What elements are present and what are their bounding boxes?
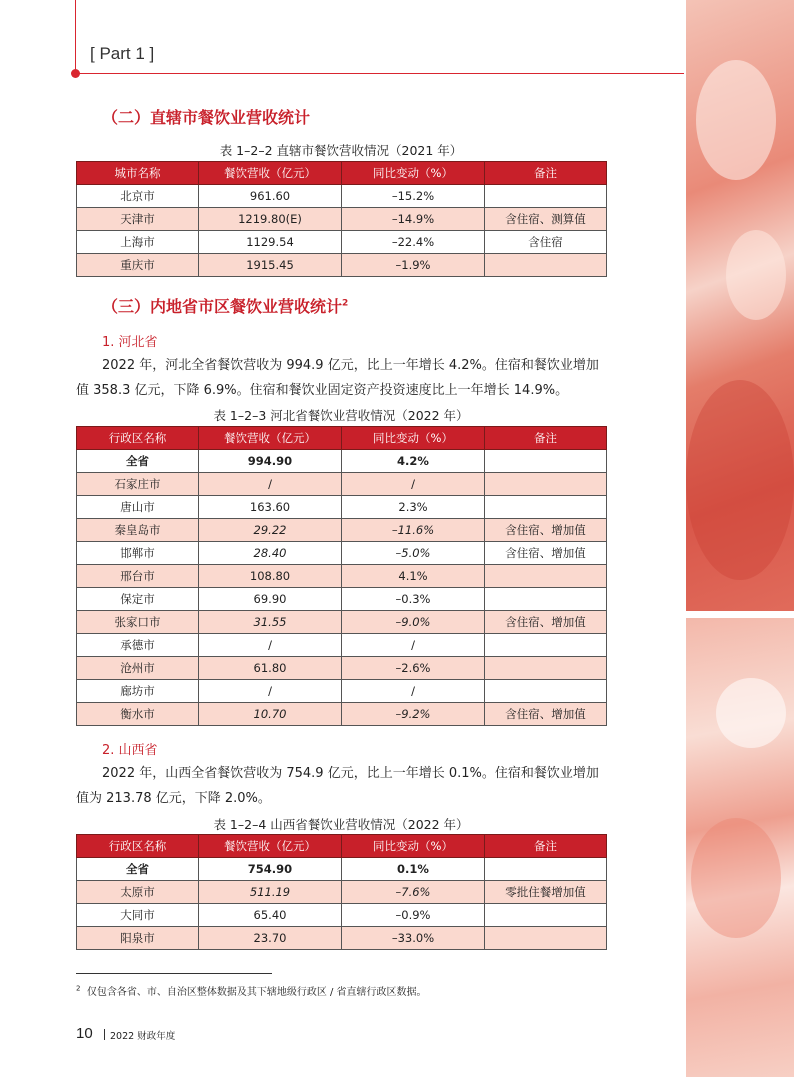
table-cell: 29.22 <box>199 519 342 542</box>
table-cell: 31.55 <box>199 611 342 634</box>
table-row <box>77 565 607 588</box>
table-cell: –0.9% <box>342 904 485 927</box>
table-cell: 69.90 <box>199 588 342 611</box>
table-cell: 1219.80(E) <box>199 208 342 231</box>
table-cell: 511.19 <box>199 881 342 904</box>
table-cell: –5.0% <box>342 542 485 565</box>
table-cell: 太原市 <box>77 881 199 904</box>
table-cell: 上海市 <box>77 231 199 254</box>
column-header: 备注 <box>485 427 607 450</box>
table-cell <box>485 680 607 703</box>
table-cell: 北京市 <box>77 185 199 208</box>
table-cell: 保定市 <box>77 588 199 611</box>
table-cell: 含住宿 <box>485 231 607 254</box>
column-header: 餐饮营收（亿元） <box>199 835 342 858</box>
table-cell: / <box>342 634 485 657</box>
table-cell: 754.90 <box>199 858 342 881</box>
table-cell: 衡水市 <box>77 703 199 726</box>
table-cell <box>485 496 607 519</box>
table-cell: –14.9% <box>342 208 485 231</box>
table-cell: –33.0% <box>342 927 485 950</box>
table-cell <box>485 634 607 657</box>
column-header: 城市名称 <box>77 162 199 185</box>
table-cell: 961.60 <box>199 185 342 208</box>
subsection-title: 1. 河北省 <box>102 335 158 350</box>
footnote-rule <box>76 973 272 974</box>
section-title-text: （三）内地省市区餐饮业营收统计 <box>102 297 343 316</box>
table-cell: 994.90 <box>199 450 342 473</box>
table-cell <box>485 565 607 588</box>
table-cell: –2.6% <box>342 657 485 680</box>
table-cell: 65.40 <box>199 904 342 927</box>
table-cell: 石家庄市 <box>77 473 199 496</box>
table-row <box>77 231 607 254</box>
table-cell: 61.80 <box>199 657 342 680</box>
photo-highlight <box>726 230 786 320</box>
table-cell: / <box>199 473 342 496</box>
table-header-row <box>77 162 607 185</box>
column-header: 餐饮营收（亿元） <box>199 427 342 450</box>
table-cell: –9.0% <box>342 611 485 634</box>
table-cell: 含住宿、增加值 <box>485 542 607 565</box>
side-photo-top <box>686 0 794 611</box>
table-caption: 表 1–2–3 河北省餐饮业营收情况（2022 年） <box>213 408 469 423</box>
column-header: 同比变动（%） <box>342 835 485 858</box>
column-header: 行政区名称 <box>77 427 199 450</box>
column-header: 餐饮营收（亿元） <box>199 162 342 185</box>
table-cell: –7.6% <box>342 881 485 904</box>
table-row <box>77 519 607 542</box>
table-cell: 邢台市 <box>77 565 199 588</box>
table-row <box>77 634 607 657</box>
photo-highlight <box>696 60 776 180</box>
shanxi-table <box>76 834 607 950</box>
part-label: [ Part 1 ] <box>90 44 155 63</box>
table-cell <box>485 904 607 927</box>
table-cell <box>485 858 607 881</box>
table-cell: 4.1% <box>342 565 485 588</box>
table-cell: 天津市 <box>77 208 199 231</box>
table-cell: 张家口市 <box>77 611 199 634</box>
photo-shadow <box>691 818 781 938</box>
footnote-number: 2 <box>76 984 81 993</box>
column-header: 同比变动（%） <box>342 162 485 185</box>
table-cell: 含住宿、增加值 <box>485 703 607 726</box>
table-caption: 表 1–2–2 直辖市餐饮营收情况（2021 年） <box>219 143 463 158</box>
table-cell: 阳泉市 <box>77 927 199 950</box>
table-cell: 10.70 <box>199 703 342 726</box>
section-title: （二）直辖市餐饮业营收统计 <box>102 108 311 127</box>
table-cell: 唐山市 <box>77 496 199 519</box>
footnote-text: 仅包含各省、市、自治区整体数据及其下辖地级行政区 / 省直辖行政区数据。 <box>86 987 427 998</box>
side-photo-strip <box>686 0 794 1077</box>
header-horizontal-rule <box>75 73 684 74</box>
table-cell: 含住宿、测算值 <box>485 208 607 231</box>
column-header: 行政区名称 <box>77 835 199 858</box>
table-row <box>77 657 607 680</box>
table-row <box>77 588 607 611</box>
table-cell: 0.1% <box>342 858 485 881</box>
table-cell: 廊坊市 <box>77 680 199 703</box>
footnote-marker: 2 <box>342 298 349 309</box>
table-row <box>77 496 607 519</box>
table-cell: 邯郸市 <box>77 542 199 565</box>
table-cell: 4.2% <box>342 450 485 473</box>
side-photo-gap <box>686 611 794 618</box>
column-header: 同比变动（%） <box>342 427 485 450</box>
subsection-title: 2. 山西省 <box>102 743 158 758</box>
header-vertical-rule <box>75 0 76 74</box>
paragraph: 2022 年，河北全省餐饮营收为 994.9 亿元，比上一年增长 4.2%。住宿和餐饮业增加值 358.3 亿元，下降 6.9%。住宿和餐饮业固定资产投资速度比上一年增长 14.9%。 <box>76 358 599 398</box>
header-rule-dot <box>71 69 80 78</box>
table-row <box>77 450 607 473</box>
table-cell <box>485 657 607 680</box>
table-cell <box>485 473 607 496</box>
table-cell: 23.70 <box>199 927 342 950</box>
table-row <box>77 927 607 950</box>
table-cell: 重庆市 <box>77 254 199 277</box>
footer-divider <box>104 1029 105 1040</box>
table-row <box>77 904 607 927</box>
table-cell: –11.6% <box>342 519 485 542</box>
table-cell: 秦皇岛市 <box>77 519 199 542</box>
table-row <box>77 254 607 277</box>
page-number: 10 <box>76 1025 93 1042</box>
table-row <box>77 611 607 634</box>
table-cell: 大同市 <box>77 904 199 927</box>
table-cell: / <box>199 680 342 703</box>
table-row <box>77 680 607 703</box>
table-row <box>77 208 607 231</box>
table-row <box>77 881 607 904</box>
table-row <box>77 473 607 496</box>
table-cell: 108.80 <box>199 565 342 588</box>
table-cell: / <box>342 680 485 703</box>
table-cell <box>485 927 607 950</box>
table-cell <box>485 254 607 277</box>
column-header: 备注 <box>485 162 607 185</box>
table-caption: 表 1–2–4 山西省餐饮业营收情况（2022 年） <box>213 817 469 832</box>
photo-highlight <box>716 678 786 748</box>
photo-shadow <box>686 380 794 580</box>
table-cell: –0.3% <box>342 588 485 611</box>
municipality-table <box>76 161 607 277</box>
table-cell: –15.2% <box>342 185 485 208</box>
table-cell: / <box>342 473 485 496</box>
footnote <box>76 983 427 998</box>
table-row <box>77 542 607 565</box>
table-cell: 1129.54 <box>199 231 342 254</box>
publication-name: 2022 财政年度 <box>110 1031 176 1042</box>
table-row <box>77 858 607 881</box>
table-cell: –1.9% <box>342 254 485 277</box>
table-cell: 163.60 <box>199 496 342 519</box>
table-cell: 含住宿、增加值 <box>485 611 607 634</box>
hebei-table <box>76 426 607 726</box>
table-cell: –9.2% <box>342 703 485 726</box>
table-cell: –22.4% <box>342 231 485 254</box>
table-cell: 零批住餐增加值 <box>485 881 607 904</box>
section-title <box>102 294 348 317</box>
table-header-row <box>77 427 607 450</box>
table-header-row <box>77 835 607 858</box>
table-cell <box>485 185 607 208</box>
table-cell: 2.3% <box>342 496 485 519</box>
column-header: 备注 <box>485 835 607 858</box>
table-cell: 含住宿、增加值 <box>485 519 607 542</box>
paragraph: 2022 年，山西全省餐饮营收为 754.9 亿元，比上一年增长 0.1%。住宿和餐饮业增加值为 213.78 亿元，下降 2.0%。 <box>76 766 599 806</box>
table-cell <box>485 588 607 611</box>
table-cell: / <box>199 634 342 657</box>
table-cell: 1915.45 <box>199 254 342 277</box>
table-cell: 承德市 <box>77 634 199 657</box>
table-cell: 全省 <box>77 450 199 473</box>
table-cell: 沧州市 <box>77 657 199 680</box>
table-cell: 28.40 <box>199 542 342 565</box>
table-row <box>77 703 607 726</box>
table-cell: 全省 <box>77 858 199 881</box>
table-cell <box>485 450 607 473</box>
side-photo-bottom <box>686 618 794 1077</box>
table-row <box>77 185 607 208</box>
